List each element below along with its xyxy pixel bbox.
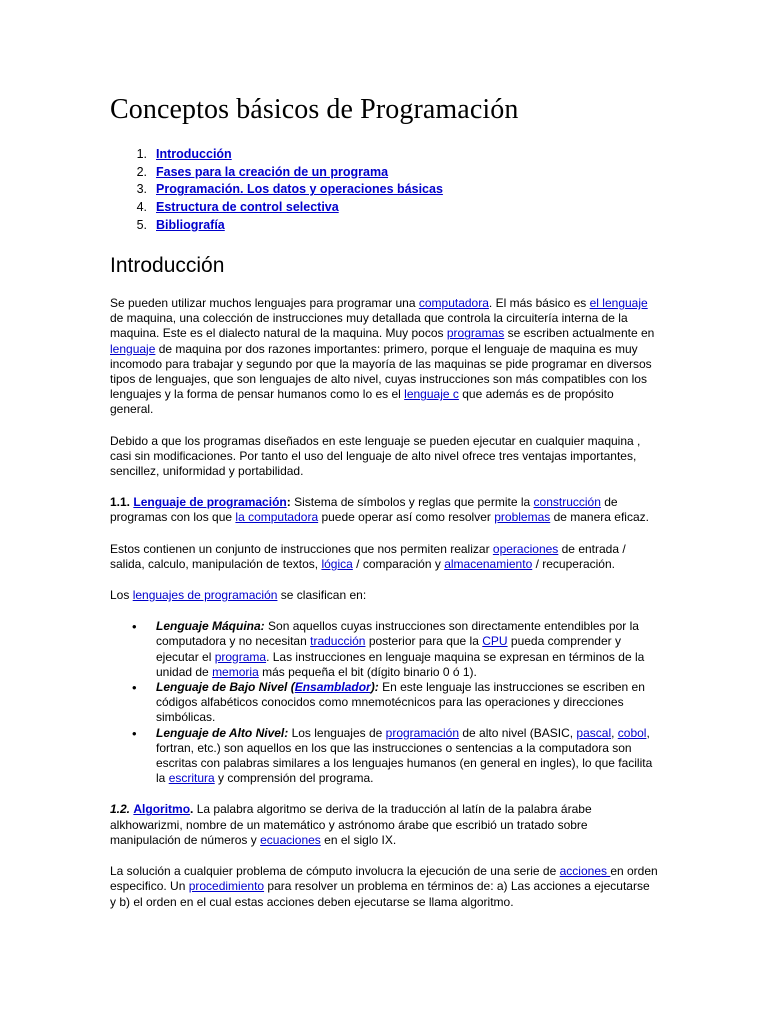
paragraph-lenguaje-programacion [110, 495, 658, 525]
text: En este lenguaje las instrucciones se escriben en códigos alfabéticos conocidos como mnemotécnicos para las operaciones y direcciones simbólicas. [156, 680, 645, 725]
text: / recuperación. [532, 556, 615, 571]
toc-number: 5. [136, 217, 147, 232]
language-types-list [110, 619, 658, 786]
toc-link-introduccion[interactable]: Introducción [156, 147, 232, 161]
link-programacion[interactable]: programación [385, 725, 460, 740]
link-traduccion[interactable]: traducción [310, 634, 366, 649]
text: : [286, 495, 291, 510]
link-lenguaje-c[interactable]: lenguaje c [404, 387, 459, 402]
text: Los [110, 588, 133, 603]
toc-link-fases[interactable]: Fases para la creación de un programa [156, 164, 389, 179]
text: , fortran, etc.) son aquellos en los que las instrucciones o sentencias a la computadora son escritas con palabras similares a los lenguajes humanos (en general en ingles), lo que facilita la [156, 725, 653, 786]
link-acciones[interactable]: acciones [559, 864, 611, 879]
section-number: 1.1. [110, 495, 131, 510]
link-lenguaje[interactable]: lenguaje [110, 341, 156, 356]
text: Sistema de símbolos y reglas que permite la [290, 495, 534, 510]
link-la-computadora[interactable]: la computadora [235, 510, 319, 525]
text: para resolver un problema en términos de: a) Las acciones a ejecutarse y b) el orden en el cual estas acciones deben ejecutarse se llama algoritmo. [110, 879, 650, 909]
text: en el siglo IX. [320, 832, 397, 847]
section-heading: Introducción [110, 254, 225, 277]
link-logica[interactable]: lógica [321, 556, 353, 571]
link-algoritmo[interactable]: Algoritmo [133, 802, 191, 817]
link-construccion[interactable]: construcción [533, 495, 601, 510]
text: en orden especifico. Un [110, 864, 658, 894]
list-item-alto-nivel [156, 726, 658, 787]
toc-item [110, 181, 443, 199]
link-programa[interactable]: programa [214, 649, 267, 664]
term: Lenguaje de Alto Nivel: [156, 725, 289, 740]
text: La palabra algoritmo se deriva de la traducción al latín de la palabra árabe alkhowarizmi, nombre de un matemático y astrónomo árabe que escribió un tratado sobre manipulación de números y [110, 802, 592, 847]
text: Los lenguajes de [288, 725, 386, 740]
text: puede operar así como resolver [318, 510, 495, 525]
link-almacenamiento[interactable]: almacenamiento [444, 556, 533, 571]
text: se escriben actualmente en [504, 326, 655, 341]
link-escritura[interactable]: escritura [168, 771, 215, 786]
text: que además es de propósito general. [110, 387, 614, 417]
paragraph-solucion [110, 864, 658, 910]
list-item-lenguaje-maquina [156, 619, 658, 680]
list-item-bajo-nivel [156, 680, 658, 726]
toc-link-estructura[interactable]: Estructura de control selectiva [156, 200, 339, 215]
link-el-lenguaje[interactable]: el lenguaje [589, 296, 648, 310]
text: de entrada / salida, calculo, manipulación de textos, [110, 541, 626, 571]
link-operaciones[interactable]: operaciones [492, 541, 559, 556]
text: de alto nivel (BASIC, [459, 725, 577, 740]
text: más pequeña el bit (dígito binario 0 ó 1). [258, 664, 477, 679]
text: . [190, 802, 194, 817]
toc-number: 1. [136, 147, 147, 161]
text: . Las instrucciones en lenguaje maquina se expresan en términos de la unidad de [156, 649, 645, 679]
toc-item [110, 217, 443, 235]
paragraph-clasificacion [110, 588, 658, 603]
toc-item [110, 164, 443, 182]
link-procedimiento[interactable]: procedimiento [188, 879, 265, 894]
text: de programas con los que [110, 495, 618, 525]
text: de maquina por dos razones importantes: primero, porque el lenguaje de maquina es muy incomodo para trabajar y segundo por que la mayoría de las maquinas se pide programar en diversos tipos de lenguajes, que son lenguajes de alto nivel, cuyas instrucciones son más compatibles con los lenguajes y la forma de pensar humanos como lo es el [110, 341, 652, 402]
text: La solución a cualquier problema de cómputo involucra la ejecución de una serie de [110, 864, 560, 879]
toc-link-bibliografia[interactable]: Bibliografía [156, 217, 225, 232]
link-pascal[interactable]: pascal [576, 725, 612, 740]
term: Lenguaje de Bajo Nivel ( [156, 680, 295, 695]
link-ecuaciones[interactable]: ecuaciones [260, 832, 321, 847]
term: ): [370, 680, 379, 695]
text: Se pueden utilizar muchos lenguajes para programar una [110, 296, 419, 310]
link-lenguaje-de-programacion[interactable]: Lenguaje de programación [133, 495, 287, 510]
link-computadora[interactable]: computadora [418, 296, 489, 310]
toc-link-programacion[interactable]: Programación. Los datos y operaciones básicas [156, 182, 443, 197]
paragraph-algoritmo [110, 802, 658, 848]
link-problemas[interactable]: problemas [494, 510, 551, 525]
toc-item [110, 146, 443, 164]
link-memoria[interactable]: memoria [212, 664, 259, 679]
text: y comprensión del programa. [214, 771, 374, 786]
paragraph-intro [110, 296, 658, 418]
toc-item [110, 199, 443, 217]
table-of-contents [110, 146, 443, 234]
text: Son aquellos cuyas instrucciones son directamente entendibles por la computadora y no necesitan [156, 619, 639, 649]
text: Estos contienen un conjunto de instrucciones que nos permiten realizar [110, 541, 493, 556]
text: se clasifican en: [277, 588, 367, 603]
text: / comparación y [352, 556, 445, 571]
text: de manera eficaz. [550, 510, 649, 525]
text: pueda comprender y ejecutar el [156, 634, 621, 664]
text: de maquina, una colección de instrucciones muy detallada que controla la circuitería interna de la maquina. Este es el dialecto natural de la maquina. Muy pocos [110, 311, 628, 341]
paragraph-instrucciones [110, 542, 658, 572]
toc-number: 3. [136, 182, 147, 197]
section-number: 1.2. [110, 802, 131, 817]
term: Lenguaje Máquina: [156, 619, 265, 634]
toc-number: 4. [136, 200, 147, 215]
link-ensamblador[interactable]: Ensamblador [294, 680, 371, 695]
page-title: Conceptos básicos de Programación [110, 94, 519, 125]
text: , [611, 725, 618, 740]
body-content [110, 296, 658, 926]
link-cpu[interactable]: CPU [482, 634, 508, 649]
link-lenguajes-de-programacion[interactable]: lenguajes de programación [132, 588, 278, 603]
text: . El más básico es [488, 296, 590, 310]
link-cobol[interactable]: cobol [617, 725, 647, 740]
link-programas[interactable]: programas [446, 326, 505, 341]
text: posterior para que la [365, 634, 483, 649]
paragraph-ventajas: Debido a que los programas diseñados en este lenguaje se pueden ejecutar en cualquier maquina , casi sin modificaciones. Por tanto el uso del lenguaje de alto nivel ofrece tres ventajas importantes, sencillez, uniformidad y portabilidad. [110, 433, 641, 479]
toc-number: 2. [136, 164, 147, 179]
